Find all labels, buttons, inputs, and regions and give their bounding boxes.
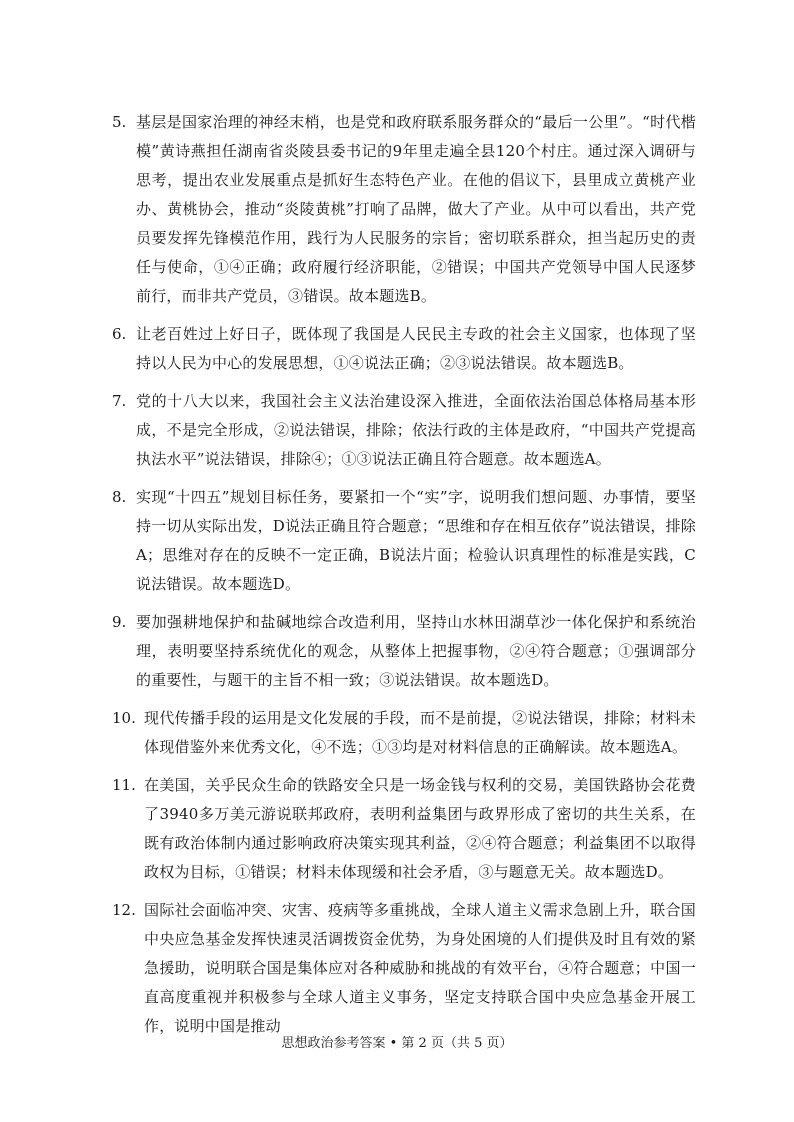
answer-item-5	[112, 108, 696, 311]
answer-list	[112, 108, 696, 1050]
answer-number: 10.	[112, 709, 136, 727]
answer-number: 6.	[112, 325, 127, 343]
answer-number: 12.	[112, 901, 136, 919]
answer-item-12	[112, 896, 696, 1041]
answer-item-10	[112, 704, 696, 762]
answer-text: 现代传播手段的运用是文化发展的手段，而不是前提，②说法错误，排除；材料未体现借鉴外来优秀文化，④不选；①③均是对材料信息的正确解读。故本题选A。	[144, 709, 696, 756]
answer-text: 要加强耕地保护和盐碱地综合改造利用，坚持山水林田湖草沙一体化保护和系统治理，表明要坚持系统优化的观念，从整体上把握事物，②④符合题意；①强调部分的重要性，与题干的主旨不相一致；③说法错误。故本题选D。	[136, 613, 696, 689]
answer-number: 9.	[112, 613, 127, 631]
answer-text: 实现“十四五”规划目标任务，要紧扣一个“实”字，说明我们想问题、办事情，要坚持一切从实际出发，D说法正确且符合题意；“思维和存在相互依存”说法错误，排除A；思维对存在的反映不一定正确，B说法片面；检验认识真理性的标准是实践，C说法错误。故本题选D。	[136, 488, 696, 593]
answer-text: 基层是国家治理的神经末梢，也是党和政府联系服务群众的“最后一公里”。“时代楷模”黄诗燕担任湖南省炎陵县委书记的9年里走遍全县120个村庄。通过深入调研与思考，提出农业发展重点是抓好生态特色产业。在他的倡议下，县里成立黄桃产业办、黄桃协会，推动“炎陵黄桃”打响了品牌，做大了产业。从中可以看出，共产党员要发挥先锋模范作用，践行为人民服务的宗旨；密切联系群众，担当起历史的责任与使命，①④正确；政府履行经济职能，②错误；中国共产党领导中国人民逐梦前行，而非共产党员，③错误。故本题选B。	[136, 113, 696, 305]
answer-item-6	[112, 320, 696, 378]
answer-text: 党的十八大以来，我国社会主义法治建设深入推进，全面依法治国总体格局基本形成，不是完全形成，②说法错误，排除；依法行政的主体是政府，“中国共产党提高执法水平”说法错误，排除④；①③说法正确且符合题意。故本题选A。	[136, 392, 696, 468]
answer-text: 让老百姓过上好日子，既体现了我国是人民民主专政的社会主义国家，也体现了坚持以人民为中心的发展思想，①④说法正确；②③说法错误。故本题选B。	[136, 325, 696, 372]
page-footer: 思想政治参考答案 • 第 2 页（共 5 页）	[281, 1036, 513, 1051]
answer-item-8	[112, 483, 696, 599]
answer-item-11	[112, 771, 696, 887]
answer-number: 7.	[112, 392, 127, 410]
answer-text: 国际社会面临冲突、灾害、疫病等多重挑战，全球人道主义需求急剧上升，联合国中央应急基金发挥快速灵活调拨资金优势，为身处困境的人们提供及时且有效的紧急援助，说明联合国是集体应对各种威胁和挑战的有效平台，④符合题意；中国一直高度重视并积极参与全球人道主义事务，坚定支持联合国中央应急基金开展工作，说明中国是推动	[144, 901, 696, 1035]
answer-number: 5.	[112, 113, 127, 131]
answer-item-9	[112, 608, 696, 695]
answer-number: 11.	[112, 776, 136, 794]
answer-item-7	[112, 387, 696, 474]
answer-text: 在美国，关乎民众生命的铁路安全只是一场金钱与权利的交易，美国铁路协会花费了3940多万美元游说联邦政府，表明利益集团与政界形成了密切的共生关系，在既有政治体制内通过影响政府决策实现其利益，②④符合题意；利益集团不以取得政权为目标，①错误；材料未体现缓和社会矛盾，③与题意无关。故本题选D。	[144, 776, 696, 881]
answer-number: 8.	[112, 488, 127, 506]
